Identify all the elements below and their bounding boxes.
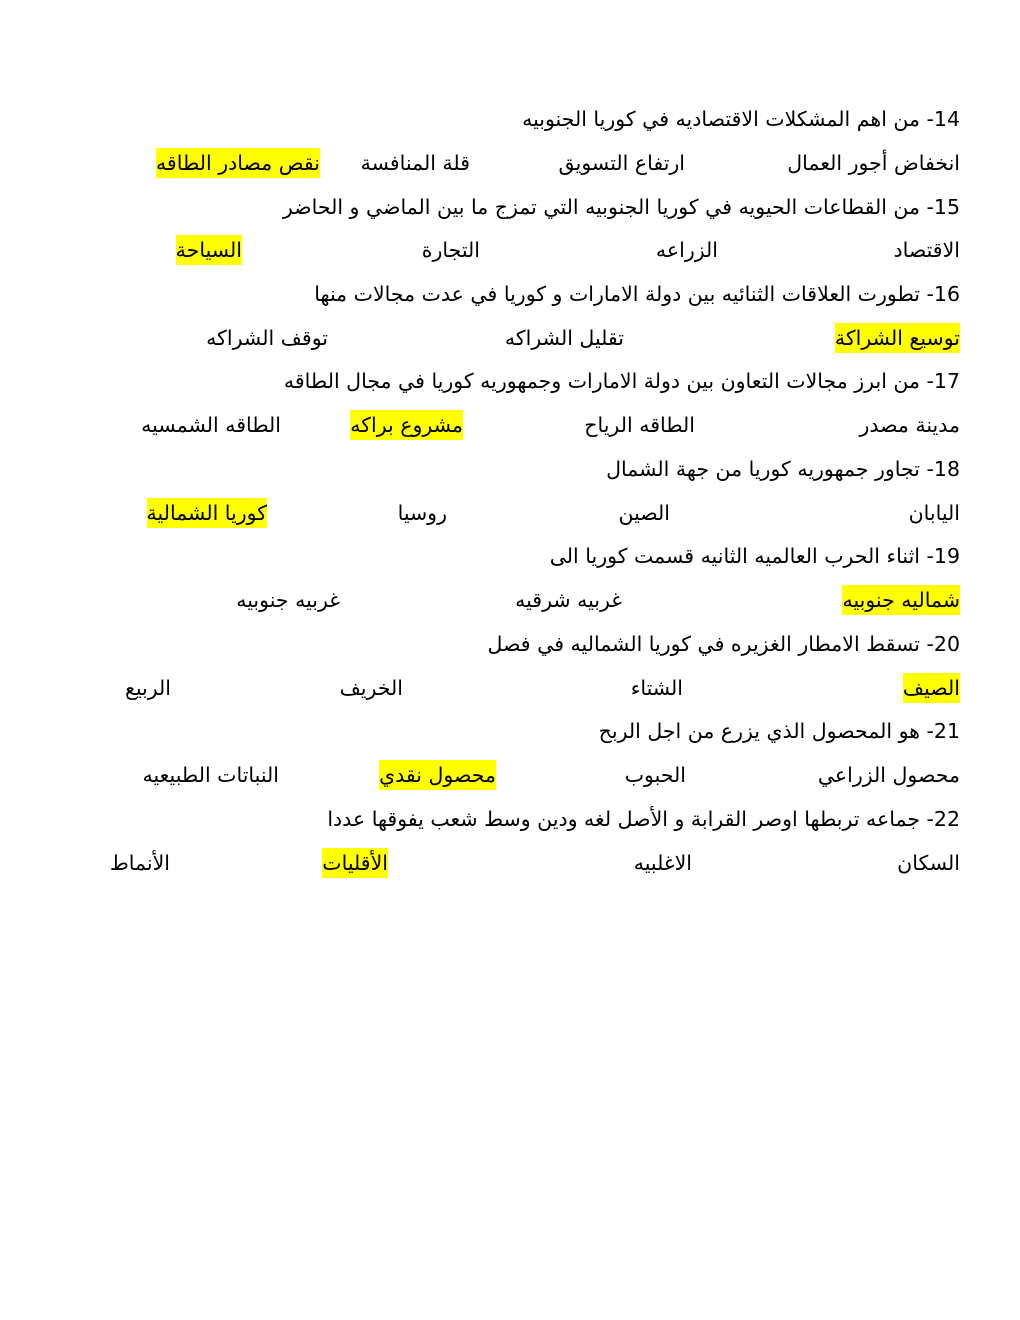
- options-row-21: [60, 760, 960, 790]
- option-18-c: روسيا: [397, 501, 447, 525]
- options-row-16: [60, 323, 960, 353]
- option-14-d-answer: نقص مصادر الطاقه: [156, 148, 320, 178]
- question-16: 16- تطورت العلاقات الثنائيه بين دولة الامارات و كوريا في عدت مجالات منها: [314, 282, 960, 306]
- option-14-a: انخفاض أجور العمال: [787, 151, 960, 175]
- option-15-a: الاقتصاد: [893, 238, 960, 262]
- options-row-18: [60, 498, 960, 528]
- option-20-b: الشتاء: [630, 676, 683, 700]
- option-16-a-answer: توسيع الشراكة: [835, 323, 960, 353]
- option-21-b: الحبوب: [624, 763, 686, 787]
- option-19-b: غربيه شرقيه: [515, 588, 622, 612]
- option-17-d: الطاقه الشمسيه: [141, 413, 281, 437]
- option-21-c-answer: محصول نقدي: [379, 760, 496, 790]
- option-15-c: التجارة: [421, 238, 480, 262]
- option-18-a: اليابان: [908, 501, 960, 525]
- options-row-22: [60, 848, 960, 878]
- question-17: 17- من ابرز مجالات التعاون بين دولة الامارات وجمهوريه كوريا في مجال الطاقه: [283, 369, 960, 393]
- option-22-b: الاغلبيه: [633, 851, 692, 875]
- options-row-15: [60, 235, 960, 265]
- option-15-d-answer: السياحة: [176, 235, 242, 265]
- option-20-a-answer: الصيف: [903, 673, 960, 703]
- option-18-b: الصين: [618, 501, 670, 525]
- question-20: 20- تسقط الامطار الغزيره في كوريا الشماليه في فصل: [487, 632, 960, 656]
- option-16-b: تقليل الشراكه: [504, 326, 624, 350]
- question-19: 19- اثناء الحرب العالميه الثانيه قسمت كوريا الى: [549, 544, 960, 568]
- question-18: 18- تجاور جمهوريه كوريا من جهة الشمال: [606, 457, 960, 481]
- options-row-20: [60, 673, 960, 703]
- option-20-c: الخريف: [339, 676, 403, 700]
- option-20-d: الربيع: [124, 676, 171, 700]
- option-14-c: قلة المنافسة: [360, 151, 470, 175]
- option-18-d-answer: كوريا الشمالية: [147, 498, 267, 528]
- options-row-19: [60, 585, 960, 615]
- option-15-b: الزراعه: [655, 238, 718, 262]
- option-17-c-answer: مشروع براكه: [350, 410, 463, 440]
- question-21: 21- هو المحصول الذي يزرع من اجل الربح: [598, 719, 960, 743]
- option-19-a-answer: شماليه جنوبيه: [842, 585, 960, 615]
- options-row-14: [60, 148, 960, 178]
- question-14: 14- من اهم المشكلات الاقتصاديه في كوريا الجنوبيه: [522, 107, 960, 131]
- option-16-c: توقف الشراكه: [206, 326, 328, 350]
- option-14-b: ارتفاع التسويق: [558, 151, 685, 175]
- option-21-a: محصول الزراعي: [817, 763, 960, 787]
- options-row-17: [60, 410, 960, 440]
- option-22-d: الأنماط: [109, 851, 170, 875]
- option-17-a: مدينة مصدر: [859, 413, 960, 437]
- option-22-c-answer: الأقليات: [322, 848, 388, 878]
- option-19-c: غربيه جنوبيه: [236, 588, 340, 612]
- option-21-d: النباتات الطبيعيه: [142, 763, 279, 787]
- question-22: 22- جماعه تربطها اوصر القرابة و الأصل لغه ودين وسط شعب يفوقها عددا: [327, 807, 960, 831]
- option-22-a: السكان: [897, 851, 960, 875]
- question-15: 15- من القطاعات الحيويه في كوريا الجنوبيه التي تمزج ما بين الماضي و الحاضر: [282, 195, 960, 219]
- option-17-b: الطاقه الرياح: [584, 413, 695, 437]
